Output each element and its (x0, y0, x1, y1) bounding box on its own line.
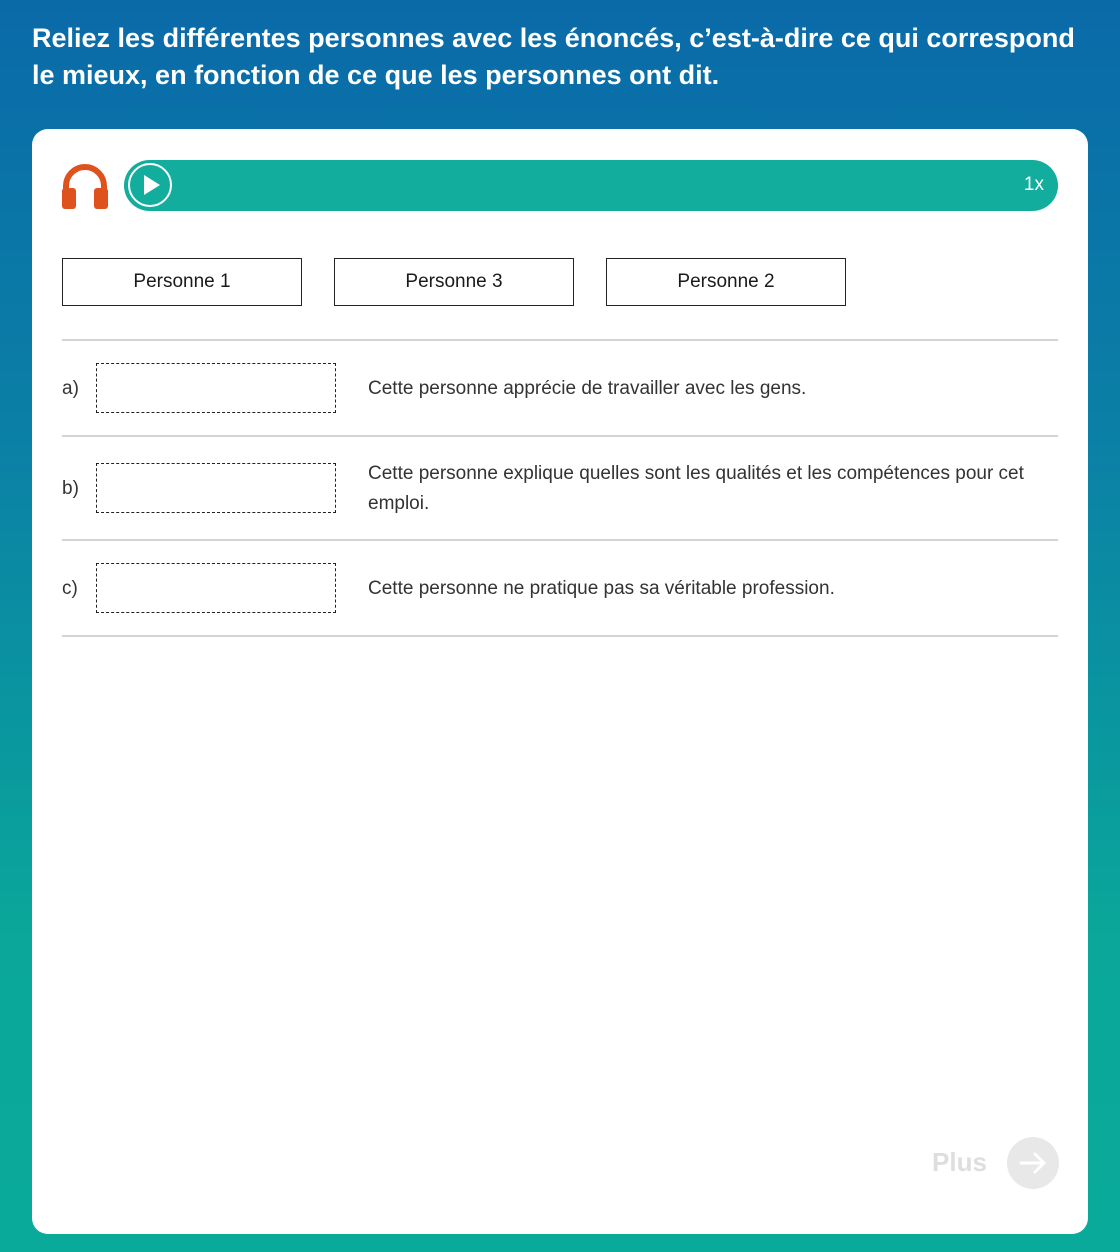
headphones-icon (60, 159, 110, 211)
audio-player-bar[interactable] (124, 160, 1058, 211)
divider (62, 435, 1058, 437)
playback-speed[interactable]: 1x (1023, 174, 1044, 195)
play-button[interactable] (128, 163, 172, 207)
option-personne-2[interactable]: Personne 2 (606, 258, 846, 306)
instruction-title: Reliez les différentes personnes avec les énoncés, c’est-à-dire ce qui correspond le mieux, en fonction de ce que les personnes ont dit. (32, 23, 1075, 90)
next-label[interactable]: Plus (932, 1147, 987, 1177)
play-icon (130, 165, 170, 205)
next-button[interactable] (1007, 1137, 1059, 1189)
drop-zone-a[interactable] (96, 363, 336, 413)
arrow-right-icon (1007, 1137, 1059, 1189)
row-letter: a) (62, 378, 79, 399)
divider (62, 635, 1058, 637)
row-letter: c) (62, 578, 78, 599)
drop-zone-b[interactable] (96, 463, 336, 513)
divider (62, 539, 1058, 541)
statement-c: Cette personne ne pratique pas sa véritable profession. (368, 578, 835, 599)
row-letter: b) (62, 478, 79, 499)
option-personne-3[interactable]: Personne 3 (334, 258, 574, 306)
statement-b: Cette personne explique quelles sont les qualités et les compétences pour cet emploi. (368, 463, 1024, 514)
statement-a: Cette personne apprécie de travailler avec les gens. (368, 378, 807, 399)
option-personne-1[interactable]: Personne 1 (62, 258, 302, 306)
exercise-card (32, 129, 1088, 1234)
divider (62, 339, 1058, 341)
drop-zone-c[interactable] (96, 563, 336, 613)
